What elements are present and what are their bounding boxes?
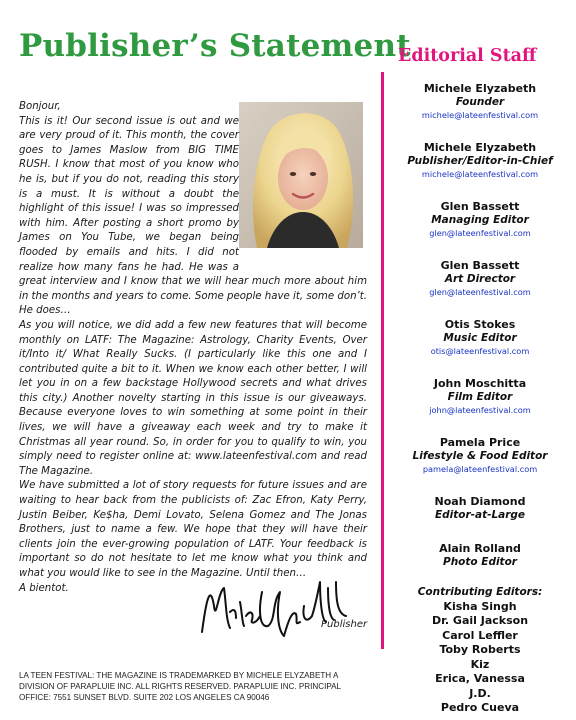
staff-role: Art Director (444, 273, 516, 285)
staff-role: Lifestyle & Food Editor (412, 450, 548, 462)
legal-notice: LA TEEN FESTIVAL: THE MAGAZINE IS TRADEMARKED BY MICHELE ELYZABETH A DIVISION OF PARAPLUIE INC. ALL RIGHTS RESERVED. PARAPLUIE INC. PRINCIPAL OFFICE: 7551 SUNSET BLVD. SUITE 202 LOS ANGELES CA 90046 (19, 671, 341, 703)
staff-entry (386, 377, 574, 416)
staff-role: Editor-at-Large (434, 509, 526, 521)
staff-entry (386, 436, 574, 475)
staff-email[interactable]: michele@lateenfestival.com (421, 110, 539, 120)
staff-role: Photo Editor (443, 556, 517, 568)
letter-paragraph: A bientot. (19, 582, 69, 594)
editorial-staff-list (386, 82, 574, 716)
contributor-name: Kiz (470, 657, 490, 671)
publisher-letter (19, 100, 367, 596)
staff-email[interactable]: glen@lateenfestival.com (429, 287, 531, 297)
staff-entry (386, 82, 574, 121)
staff-email[interactable]: pamela@lateenfestival.com (422, 464, 538, 474)
staff-entry (386, 259, 574, 298)
photo-wrap-spacer (239, 100, 367, 268)
staff-name: Otis Stokes (444, 318, 516, 331)
staff-email[interactable]: john@lateenfestival.com (429, 405, 531, 415)
staff-name: Michele Elyzabeth (423, 141, 537, 154)
staff-name: John Moschitta (433, 377, 527, 390)
contributing-editors (386, 585, 574, 716)
contributors-heading: Contributing Editors: (417, 586, 543, 598)
staff-name: Noah Diamond (434, 495, 526, 508)
staff-name: Glen Bassett (440, 259, 520, 272)
staff-role: Managing Editor (431, 214, 529, 226)
page-title: Publisher’s Statement (19, 28, 411, 64)
contributor-name: Toby Roberts (439, 643, 521, 656)
contributor-name: Kisha Singh (443, 599, 517, 613)
staff-name: Alain Rolland (439, 542, 521, 555)
staff-entry (386, 318, 574, 357)
staff-email[interactable]: michele@lateenfestival.com (421, 169, 539, 179)
contributor-name: Erica, Vanessa (435, 672, 525, 685)
contributor-name: Carol Leffler (442, 628, 518, 642)
staff-name: Pamela Price (439, 436, 521, 449)
signature-role: Publisher (321, 619, 368, 630)
staff-entry (386, 542, 574, 569)
editorial-staff-title: Editorial Staff (398, 46, 537, 66)
column-divider (381, 72, 384, 649)
staff-email[interactable]: otis@lateenfestival.com (430, 346, 530, 356)
staff-entry (386, 200, 574, 239)
staff-entry (386, 495, 574, 522)
letter-paragraph: We have submitted a lot of story requests for future issues and are waiting to hear back from the publicists of: Zac Efron, Katy Perry, Justin Beiber, Ke$ha, Demi Lovato, Selena Gomez and The Jonas Brothers, just to name a few. We hope that they will have their clients join the ever-growing population of LATF. Your feedback is important so do not hesitate to let me know what you think and what you would like to see in the Magazine. Until then… (19, 480, 367, 579)
staff-email[interactable]: glen@lateenfestival.com (429, 228, 531, 238)
staff-entry (386, 141, 574, 180)
staff-name: Michele Elyzabeth (423, 82, 537, 95)
letter-paragraph: As you will notice, we did add a few new features that will become monthly on LATF: The Magazine: Astrology, Charity Events, Over it/Into it/ What Really Sucks. (I particularly like this one and I contributed quite a bit to it. When we know each other better, I will let you in on a few backstage Hollywood secrets and what drives this city.) Another novelty starting in this issue is our giveaways. Because everyone loves to win something at some point in their lives, we will have a giveaway each week and try to make it Christmas all year round. So, in order for you to qualify to win, you simply need to register online at: www.lateenfestival.com and read The Magazine. (19, 319, 367, 477)
letter-paragraph: Bonjour, (19, 101, 61, 112)
staff-role: Publisher/Editor-in-Chief (407, 155, 553, 167)
staff-role: Film Editor (447, 391, 513, 403)
contributor-name: Dr. Gail Jackson (431, 614, 529, 627)
contributor-name: J.D. (469, 686, 491, 700)
handwritten-signature (196, 562, 356, 648)
contributor-name: Pedro Cueva (440, 701, 520, 714)
staff-role: Music Editor (443, 332, 517, 344)
staff-role: Founder (455, 96, 505, 108)
letter-paragraph: This is it! Our second issue is out and we are very proud of it. This month, the cover goes to James Maslow from BIG TIME RUSH. I know that most of you know who he is, but if you do not, reading this story is a must. It is without a doubt the highlight of this issue! I was so impressed with him. After posting a short promo by James on You Tube, we began being flooded by emails and hits. I did not realize how many fans he had. He was a great interview and I know that we will hear much more about him in the months and years to come. Some people have it, some don’t. He does… (19, 115, 367, 317)
staff-name: Glen Bassett (440, 200, 520, 213)
